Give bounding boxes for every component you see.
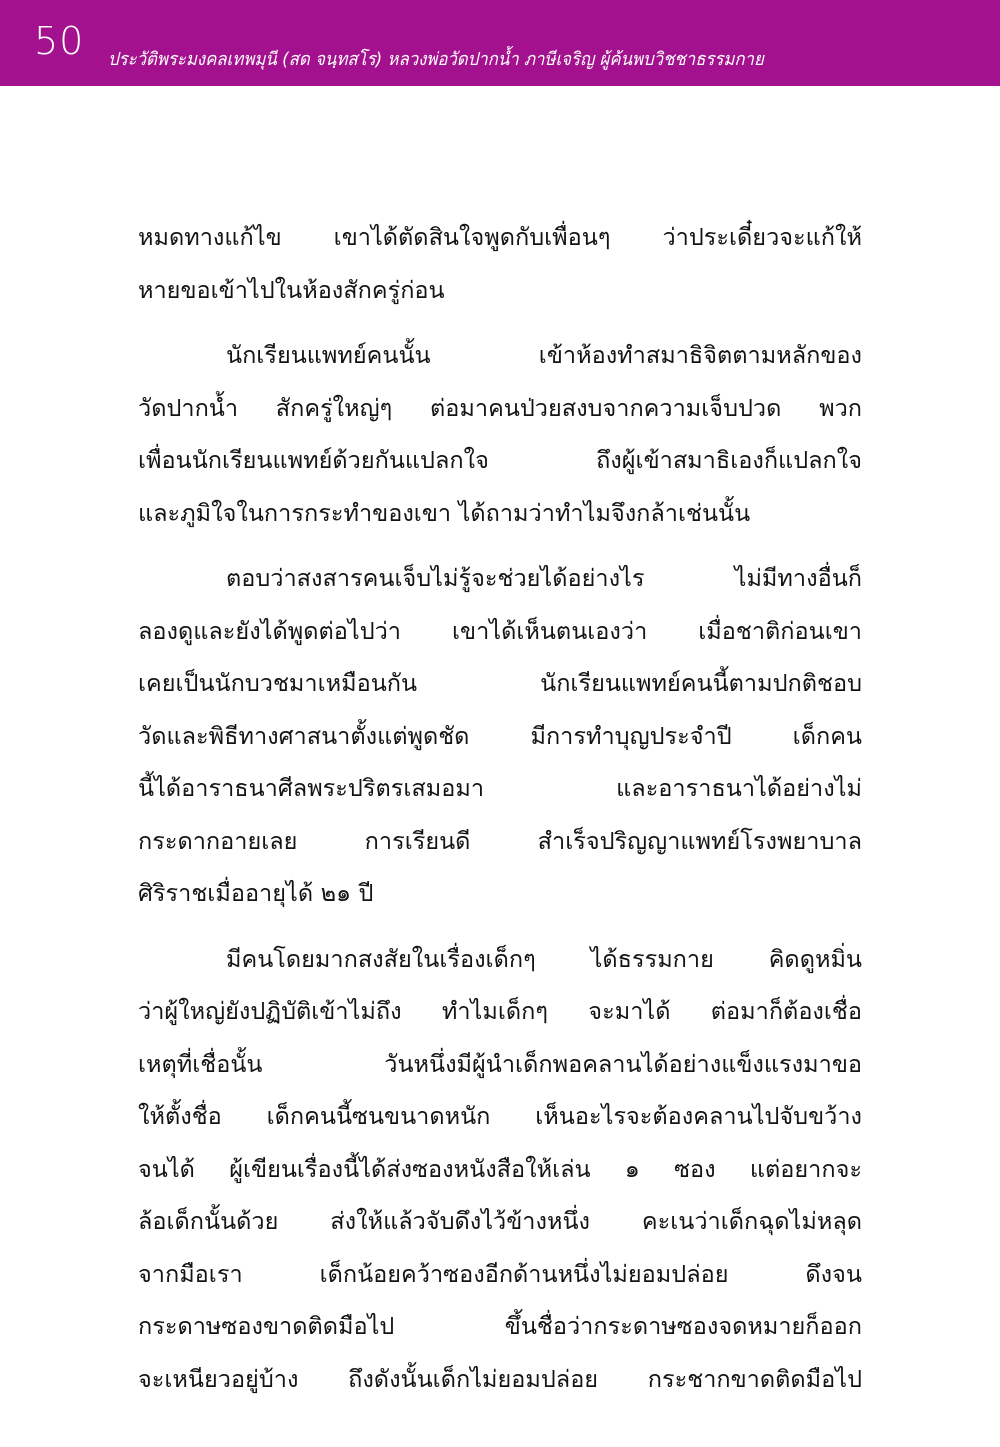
- text-line: วัดและพิธีทางศาสนาตั้งแต่พูดชัด มีการทำบุญประจำปี เด็กคน: [138, 721, 862, 750]
- paragraph: [138, 552, 862, 920]
- text-line: วัดปากน้ำ สักครู่ใหญ่ๆ ต่อมาคนป่วยสงบจากความเจ็บปวด พวก: [138, 393, 862, 422]
- body-text: [138, 211, 862, 1405]
- text-line: จากมือเรา เด็กน้อยคว้าซองอีกด้านหนึ่งไม่ยอมปล่อย ดึงจน: [138, 1259, 862, 1288]
- text-line: เคยเป็นนักบวชมาเหมือนกัน นักเรียนแพทย์คนนี้ตามปกติชอบ: [138, 669, 862, 697]
- page-number: 50: [34, 19, 85, 63]
- text-line: ล้อเด็กนั้นด้วย ส่งให้แล้วจับดึงไว้ข้างหนึ่ง คะเนว่าเด็กฉุดไม่หลุด: [138, 1207, 862, 1235]
- header-band: [0, 0, 1000, 86]
- text-line: ตอบว่าสงสารคนเจ็บไม่รู้จะช่วยได้อย่างไร ไม่มีทางอื่นก็: [226, 564, 862, 592]
- text-line: หมดทางแก้ไข เขาได้ตัดสินใจพูดกับเพื่อนๆ ว่าประเดี๋ยวจะแก้ให้: [138, 223, 862, 251]
- text-line: เหตุที่เชื่อนั้น วันหนึ่งมีผู้นำเด็กพอคลานได้อย่างแข็งแรงมาขอ: [138, 1049, 862, 1078]
- text-line: ให้ตั้งชื่อ เด็กคนนี้ซนขนาดหนัก เห็นอะไรจะต้องคลานไปจับขว้าง: [138, 1102, 862, 1130]
- text-line: กระดาษซองขาดติดมือไป ขึ้นชื่อว่ากระดาษซองจดหมายก็ออก: [138, 1312, 862, 1340]
- text-line: ลองดูและยังได้พูดต่อไปว่า เขาได้เห็นตนเองว่า เมื่อชาติก่อนเขา: [138, 616, 862, 645]
- paragraph: [138, 211, 862, 316]
- text-line: นักเรียนแพทย์คนนั้น เข้าห้องทำสมาธิจิตตามหลักของ: [226, 341, 862, 369]
- text-line: จะเหนียวอยู่บ้าง ถึงดังนั้นเด็กไม่ยอมปล่อย กระชากขาดติดมือไป: [138, 1364, 862, 1393]
- text-line: นี้ได้อาราธนาศีลพระปริตรเสมอมา และอาราธนาได้อย่างไม่: [138, 774, 862, 802]
- paragraph: [138, 933, 862, 1406]
- text-line: เพื่อนนักเรียนแพทย์ด้วยกันแปลกใจ ถึงผู้เข้าสมาธิเองก็แปลกใจ: [138, 446, 862, 474]
- text-line: หายขอเข้าไปในห้องสักครู่ก่อน: [138, 275, 445, 304]
- text-line: จนได้ ผู้เขียนเรื่องนี้ได้ส่งซองหนังสือให้เล่น ๑ ซอง แต่อยากจะ: [138, 1154, 862, 1183]
- text-line: กระดากอายเลย การเรียนดี สำเร็จปริญญาแพทย์โรงพยาบาล: [138, 826, 862, 855]
- text-line: และภูมิใจในการกระทำของเขา ได้ถามว่าทำไมจึงกล้าเช่นนั้น: [138, 498, 751, 527]
- text-line: ศิริราชเมื่ออายุได้ ๒๑ ปี: [138, 879, 374, 907]
- text-line: มีคนโดยมากสงสัยในเรื่องเด็กๆ ได้ธรรมกาย คิดดูหมิ่น: [226, 944, 862, 973]
- paragraph: [138, 329, 862, 539]
- running-title: ประวัติพระมงคลเทพมุนี (สด จนฺทสโร) หลวงพ่อวัดปากน้ำ ภาษีเจริญ ผู้ค้นพบวิชชาธรรมกาย: [108, 49, 764, 70]
- text-line: ว่าผู้ใหญ่ยังปฏิบัติเข้าไม่ถึง ทำไมเด็กๆ จะมาได้ ต่อมาก็ต้องเชื่อ: [138, 997, 862, 1025]
